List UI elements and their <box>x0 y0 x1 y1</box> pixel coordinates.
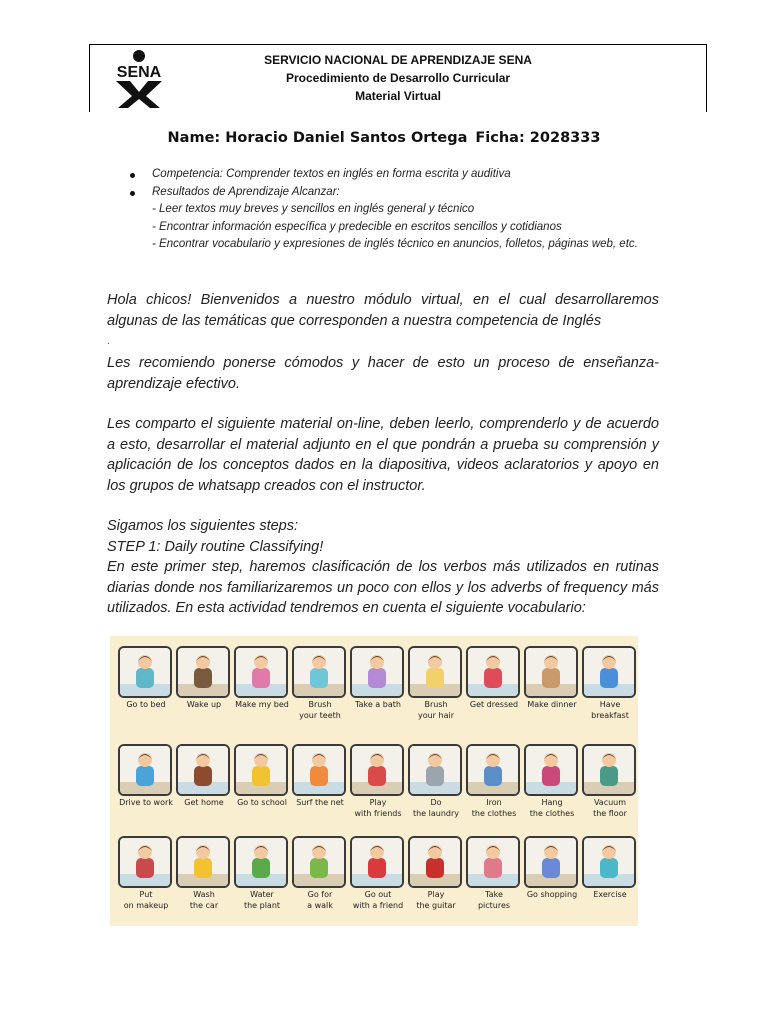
vocab-label: Surf the net <box>296 798 344 807</box>
hair-brush-icon <box>408 646 462 698</box>
vocab-card <box>176 744 232 809</box>
recommendation-paragraph: Les recomiendo ponerse cómodos y hacer de esto un proceso de enseñanza-aprendizaje efectivo. <box>107 355 659 392</box>
vocab-card <box>118 646 174 711</box>
laptop-girl-icon <box>292 744 346 796</box>
vocab-card <box>118 744 174 809</box>
vocab-label: Exercise <box>593 890 627 899</box>
vocab-label: Drive to work <box>119 798 173 807</box>
yellow-car-icon <box>176 836 230 888</box>
vocab-card <box>582 836 638 901</box>
iron-icon <box>466 744 520 796</box>
outcomes-title: Resultados de Aprendizaje Alcanzar: <box>152 185 340 198</box>
student-ficha: Ficha: 2028333 <box>475 130 601 146</box>
vocab-label: Wake up <box>186 700 222 709</box>
header-line-2: Procedimiento de Desarrollo Curricular <box>285 71 511 85</box>
vocab-card <box>350 744 406 819</box>
vocab-card <box>524 744 580 819</box>
guitar-icon <box>408 836 462 888</box>
header-title-block <box>90 51 706 105</box>
vocab-card <box>582 646 638 721</box>
competency-list <box>128 166 668 254</box>
vocab-card <box>176 836 232 911</box>
vocab-label: Do the laundry <box>412 798 460 818</box>
competency-text: Competencia: Comprender textos en inglés en forma escrita y auditiva <box>152 168 511 180</box>
vocab-label: Take pictures <box>477 890 511 910</box>
vocab-label: Make my bed <box>235 700 289 709</box>
vocab-label: Make dinner <box>527 700 577 709</box>
vocab-card <box>118 836 174 911</box>
vocab-card <box>408 836 464 911</box>
vocab-card <box>176 646 232 711</box>
student-name: Name: Horacio Daniel Santos Ortega <box>167 130 468 146</box>
dress-icon <box>466 646 520 698</box>
vocab-label: Hang the clothes <box>529 798 575 818</box>
stray-dot: . <box>107 336 110 347</box>
steps-intro: Sigamos los siguientes steps: <box>107 518 299 534</box>
competency-item <box>128 166 668 184</box>
vocab-label: Wash the car <box>189 890 219 910</box>
red-car-icon <box>350 836 404 888</box>
daily-routine-vocabulary-grid <box>110 636 638 926</box>
clothesline-icon <box>524 744 578 796</box>
vocab-card <box>466 836 522 911</box>
vocab-label: Put on makeup <box>123 890 169 910</box>
vocab-label: Take a bath <box>355 700 401 709</box>
vocab-label: Have breakfast <box>591 700 629 720</box>
vocab-card <box>466 646 522 711</box>
makeup-icon <box>118 836 172 888</box>
vocab-card <box>408 646 464 721</box>
vocab-label: Play the guitar <box>416 890 456 910</box>
header-line-1: SERVICIO NACIONAL DE APRENDIZAJE SENA <box>264 53 532 67</box>
tooth-icon <box>292 646 346 698</box>
make-bed-icon <box>234 646 288 698</box>
vocab-card <box>234 836 290 911</box>
step-1-title: STEP 1: Daily routine Classifying! <box>107 538 324 555</box>
vocab-label: Get dressed <box>469 700 519 709</box>
breakfast-icon <box>582 646 636 698</box>
vocab-card <box>524 836 580 901</box>
material-paragraph: Les comparto el siguiente material on-line, deben leerlo, comprenderlo y de acuerdo a esto, desarrollar el material adjunto en el que pondrán a prueba su comprensión y aplicación de los conceptos dados en la diapositiva, videos aclaratorios y apoyo en los grupos de whatsapp creados con el instructor. <box>107 416 659 494</box>
house-icon <box>176 744 230 796</box>
vocab-card <box>524 646 580 711</box>
vocab-label: Play with friends <box>354 798 402 818</box>
friends-icon <box>350 744 404 796</box>
vocab-card <box>466 744 522 819</box>
vocab-label: Brush your hair <box>417 700 454 720</box>
vocab-card <box>292 744 348 809</box>
wake-up-icon <box>176 646 230 698</box>
bath-icon <box>350 646 404 698</box>
walk-icon <box>292 836 346 888</box>
vocab-card <box>292 646 348 721</box>
vocab-label: Vacuum the floor <box>593 798 627 818</box>
vocab-label: Get home <box>184 798 224 807</box>
vocab-card <box>350 836 406 911</box>
shopping-icon <box>524 836 578 888</box>
school-bus-icon <box>234 744 288 796</box>
car-road-icon <box>118 744 172 796</box>
plant-icon <box>234 836 288 888</box>
step-1-description: En este primer step, haremos clasificación de los verbos más utilizados en rutinas diarias donde nos familiarizaremos un poco con ellos y los adverbs of frequency más utilizados. En esta actividad tendremos en cuenta el siguiente vocabulario: <box>107 559 659 617</box>
student-info <box>0 130 768 146</box>
vocab-label: Go shopping <box>526 890 578 899</box>
welcome-paragraph: Hola chicos! Bienvenidos a nuestro módulo virtual, en el cual desarrollaremos algunas de las temáticas que corresponden a nuestra competencia de Inglés <box>107 292 659 329</box>
vocab-label: Go to school <box>237 798 287 807</box>
header-line-3: Material Virtual <box>355 89 441 103</box>
vocab-card <box>292 836 348 911</box>
outcome-line: - Encontrar información específica y predecible en escritos sencillos y cotidianos <box>152 220 562 233</box>
vocab-label: Iron the clothes <box>471 798 517 818</box>
vocab-card <box>234 646 290 711</box>
bed-icon <box>118 646 172 698</box>
vacuum-icon <box>582 744 636 796</box>
camera-icon <box>466 836 520 888</box>
cooking-icon <box>524 646 578 698</box>
svg-text:SENA: SENA <box>116 64 162 81</box>
vocab-label: Go to bed <box>126 700 166 709</box>
vocab-label: Go out with a friend <box>352 890 404 910</box>
outcome-line: - Leer textos muy breves y sencillos en inglés general y técnico <box>152 203 475 215</box>
steps-section <box>107 516 659 619</box>
vocab-label: Brush your teeth <box>299 700 341 720</box>
document-header <box>89 44 707 112</box>
vocab-card <box>350 646 406 711</box>
vocab-card <box>582 744 638 819</box>
outcome-line: - Encontrar vocabulario y expresiones de inglés técnico en anuncios, folletos, páginas web, etc. <box>152 238 638 250</box>
washing-machine-icon <box>408 744 462 796</box>
vocab-label: Go for a walk <box>307 890 333 910</box>
learning-outcomes-item <box>128 184 668 254</box>
vocab-card <box>408 744 464 819</box>
vocab-label: Water the plant <box>243 890 281 910</box>
vocab-card <box>234 744 290 809</box>
exercise-icon <box>582 836 636 888</box>
